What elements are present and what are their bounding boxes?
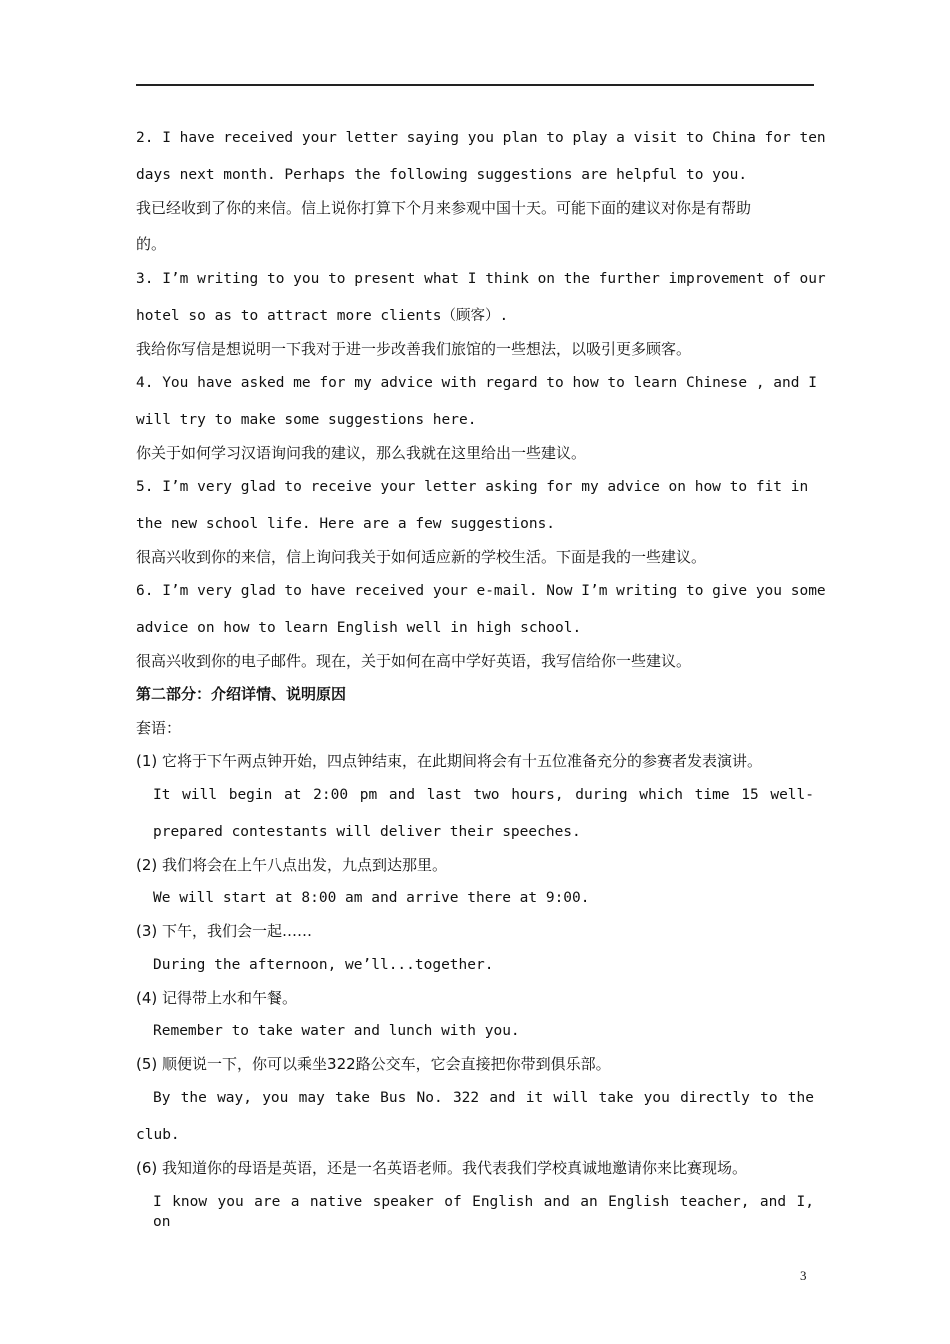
phrase-1-zh: (1) 它将于下午两点钟开始，四点钟结束，在此期间将会有十五位准备充分的参赛者发表演讲。 (136, 752, 763, 770)
phrase-5-zh: (5) 顺便说一下，你可以乘坐322路公交车，它会直接把你带到俱乐部。 (136, 1055, 611, 1073)
phrase-5-en-line1: By the way, you may take Bus No. 322 and it will take you directly to the (153, 1090, 814, 1106)
item-5-en-line1: 5. I’m very glad to receive your letter asking for my advice on how to fit in (136, 479, 809, 495)
phrase-4-en-line1: Remember to take water and lunch with you. (153, 1023, 520, 1039)
set-phrases-label: 套语： (136, 719, 182, 737)
page-number: 3 (800, 1268, 807, 1283)
item-4-zh-line1: 你关于如何学习汉语询问我的建议，那么我就在这里给出一些建议。 (136, 444, 587, 462)
item-6-en-line1: 6. I’m very glad to have received your e-mail. Now I’m writing to give you some (136, 583, 826, 599)
item-3-en-line1: 3. I’m writing to you to present what I think on the further improvement of our (136, 271, 826, 287)
phrase-1-en-line1: It will begin at 2:00 pm and last two hours, during which time 15 well- (153, 787, 814, 803)
phrase-6-zh: (6) 我知道你的母语是英语，还是一名英语老师。我代表我们学校真诚地邀请你来比赛现场。 (136, 1159, 748, 1177)
item-2-en-line2: days next month. Perhaps the following suggestions are helpful to you. (136, 167, 748, 183)
item-6-en-line2: advice on how to learn English well in high school. (136, 620, 582, 636)
phrase-6-en-line1: I know you are a native speaker of English and an English teacher, and I, on (153, 1194, 814, 1230)
section-heading: 第二部分：介绍详情、说明原因 (136, 685, 347, 703)
phrase-5-en-line2: club. (136, 1127, 180, 1143)
phrase-2-zh: (2) 我们将会在上午八点出发，九点到达那里。 (136, 856, 448, 874)
item-5-zh-line1: 很高兴收到你的来信，信上询问我关于如何适应新的学校生活。下面是我的一些建议。 (136, 548, 707, 566)
item-4-en-line2: will try to make some suggestions here. (136, 412, 477, 428)
item-6-zh-line1: 很高兴收到你的电子邮件。现在，关于如何在高中学好英语，我写信给你一些建议。 (136, 652, 692, 670)
item-2-zh-line2: 的。 (136, 235, 167, 253)
item-5-en-line2: the new school life. Here are a few suggestions. (136, 516, 556, 532)
item-3-zh-line1: 我给你写信是想说明一下我对于进一步改善我们旅馆的一些想法，以吸引更多顾客。 (136, 340, 692, 358)
item-3-en-line2: hotel so as to attract more clients（顾客）. (136, 308, 509, 324)
phrase-4-zh: (4) 记得带上水和午餐。 (136, 989, 298, 1007)
item-2-zh-line1: 我已经收到了你的来信。信上说你打算下个月来参观中国十天。可能下面的建议对你是有帮助 (136, 199, 752, 217)
phrase-2-en-line1: We will start at 8:00 am and arrive there at 9:00. (153, 890, 590, 906)
phrase-3-zh: (3) 下午，我们会一起…… (136, 922, 313, 940)
header-rule (136, 84, 814, 86)
item-2-en-line1: 2. I have received your letter saying you plan to play a visit to China for ten (136, 130, 826, 146)
item-4-en-line1: 4. You have asked me for my advice with regard to how to learn Chinese , and I (136, 375, 817, 391)
phrase-1-en-line2: prepared contestants will deliver their speeches. (153, 824, 581, 840)
phrase-3-en-line1: During the afternoon, we’ll...together. (153, 957, 494, 973)
